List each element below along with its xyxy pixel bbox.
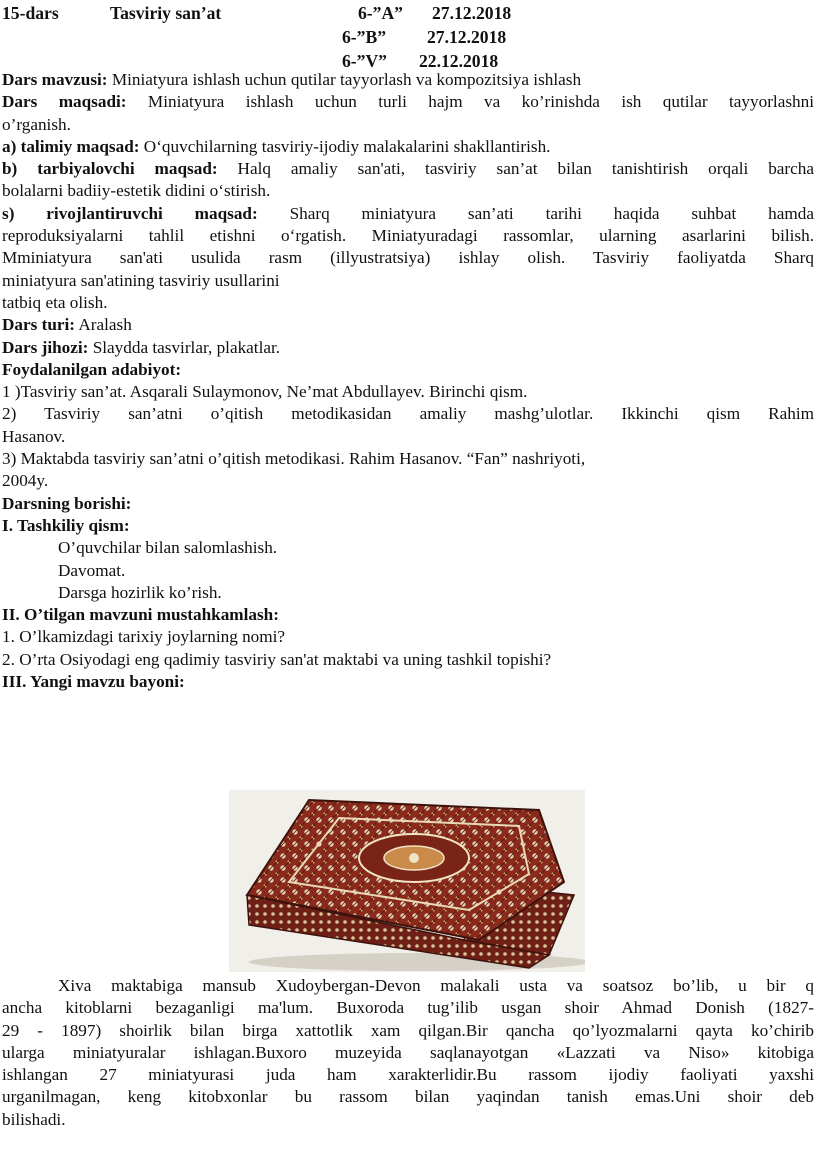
class-name: 6-”B” (342, 27, 386, 47)
developmental-goal-cont: tatbiq eta olish. (2, 292, 108, 312)
lesson-topic: Dars mavzusi: Miniatyura ishlash uchun qutilar tayyorlash va kompozitsiya ishlash (2, 70, 582, 89)
lesson-equipment: Dars jihozi: Slaydda tasvirlar, plakatlar. (2, 337, 281, 357)
developmental-goal-cont: reproduksiyalarni tahlil etishni o‘rgatish. Miniatyuradagi rassomlar, ularning asarlarini bilish. (2, 226, 814, 246)
lesson-goal: Dars maqsadi: Miniatyura ishlash uchun turli hajm va ko’rinishda ish qutilar tayyorlashni (2, 92, 814, 112)
reference-item: 1 )Tasviriy san’at. Asqarali Sulaymonov, Ne’mat Abdullayev. Birinchi qism. (2, 382, 528, 402)
class-date: 27.12.2018 (432, 3, 512, 23)
class-date: 22.12.2018 (419, 51, 499, 71)
section-heading: I. Tashkiliy qism: (2, 515, 130, 535)
lesson-goal-cont: o’rganish. (2, 114, 71, 134)
section-heading: II. O’tilgan mavzuni mustahkamlash: (2, 605, 279, 625)
paragraph-line: 29 - 1897) shoirlik bilan birga xattotlik xam qilgan.Bir qancha qo’lyozmalarni qayta ko’chirib (2, 1020, 814, 1040)
developmental-goal-cont: Mminiatyura san'ati usulida rasm (illyustratsiya) ishlay olish. Tasviriy faoliyatda Sharq (2, 248, 814, 268)
upbringing-goal: b) tarbiyalovchi maqsad: Halq amaliy san'ati, tasviriy san’at bilan tanishtirish orqali barcha (2, 159, 814, 179)
lesson-number: 15-dars (2, 3, 59, 23)
list-item: Darsga hozirlik ko’rish. (58, 582, 222, 602)
lesson-type: Dars turi: Aralash (2, 315, 132, 335)
list-item: Davomat. (58, 560, 126, 580)
list-item: O’quvchilar bilan salomlashish. (58, 538, 278, 558)
educational-goal: a) talimiy maqsad: O‘quvchilarning tasviriy-ijodiy malakalarini shakllantirish. (2, 136, 551, 156)
paragraph-line: Xiva maktabiga mansub Xudoybergan-Devon malakali usta va soatsoz bo’lib, u bir q (58, 976, 814, 995)
developmental-goal-cont: miniatyura san'atining tasviriy usullarini (2, 270, 280, 290)
paragraph-line: ishlangan 27 miniatyurasi juda ham xarakterlidir.Bu rassom ijodiy faoliyati yaxshi (2, 1065, 814, 1085)
upbringing-goal-cont: bolalarni badiiy-estetik didini o‘stirish. (2, 181, 271, 201)
paragraph-line: ancha kitoblarni bezaganligi ma'lum. Buxoroda tug’ilib usgan shoir Ahmad Donish (1827- (2, 998, 814, 1018)
section-heading: III. Yangi mavzu bayoni: (2, 672, 185, 692)
paragraph-line: bilishadi. (2, 1109, 66, 1129)
subject-title: Tasviriy san’at (110, 3, 222, 23)
developmental-goal: s) rivojlantiruvchi maqsad: Sharq miniatyura san’ati tarihi haqida suhbat hamda (2, 203, 814, 223)
references-heading: Foydalanilgan adabiyot: (2, 359, 182, 379)
paragraph-line: ularga miniatyuralar ishlagan.Buxoro muzeyida saqlanayotgan «Lazzati va Niso» kitobiga (2, 1042, 814, 1062)
new-topic-paragraph (2, 975, 814, 1131)
class-date: 27.12.2018 (427, 27, 507, 47)
procedure-heading: Darsning borishi: (2, 493, 132, 513)
miniature-box-image (229, 790, 585, 972)
class-name: 6-”V” (342, 51, 387, 71)
document-page (2, 2, 814, 693)
review-question: 1. O’lkamizdagi tarixiy joylarning nomi? (2, 627, 286, 647)
reference-item: 3) Maktabda tasviriy san’atni o’qitish metodikasi. Rahim Hasanov. “Fan” nashriyoti, (2, 449, 586, 469)
review-question: 2. O’rta Osiyodagi eng qadimiy tasviriy san'at maktabi va uning tashkil topishi? (2, 649, 552, 669)
reference-item: 2) Tasviriy san’atni o’qitish metodikasidan amaliy mashg’ulotlar. Ikkinchi qism Rahim (2, 404, 814, 424)
reference-item-cont: 2004y. (2, 471, 49, 491)
paragraph-line: urganilmagan, keng kitobxonlar bu rassom bilan yaqindan tanish emas.Uni shoir deb (2, 1087, 814, 1107)
reference-item-cont: Hasanov. (2, 426, 66, 446)
lesson-header (2, 2, 814, 69)
class-name: 6-”A” (358, 3, 403, 23)
